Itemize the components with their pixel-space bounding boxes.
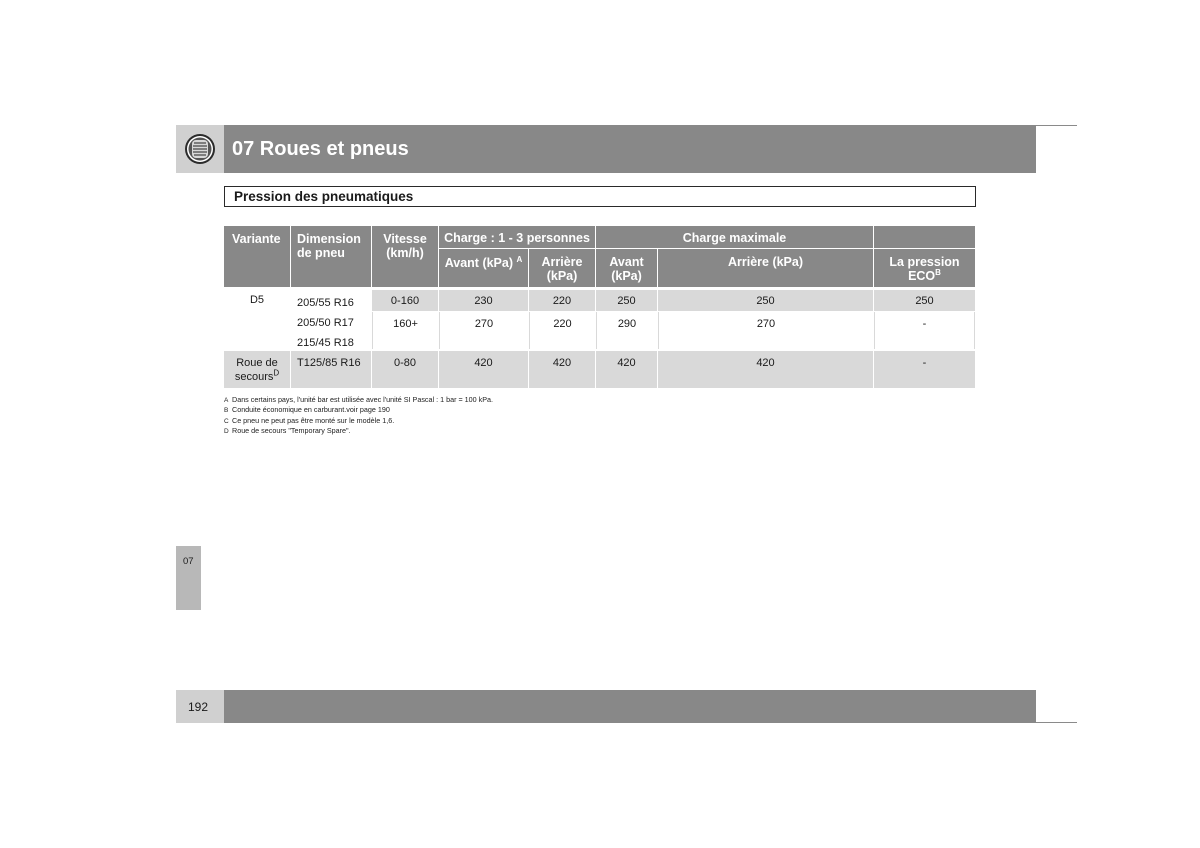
header-rule	[1036, 125, 1077, 126]
cell-avant: 420	[439, 351, 528, 388]
col-header-charge-1-3: Charge : 1 - 3 personnes	[439, 226, 595, 248]
section-title: Pression des pneumatiques	[224, 186, 976, 207]
footnote: D Roue de secours "Temporary Spare".	[224, 426, 351, 436]
page-number-box	[176, 690, 224, 723]
col-header-charge-max: Charge maximale	[596, 226, 873, 248]
cell-arriere-max: 250	[658, 290, 873, 311]
cell-eco: -	[874, 351, 975, 388]
col-header-arriere-max: Arrière (kPa)	[658, 249, 873, 287]
cell-dimension-spare: T125/85 R16	[291, 351, 371, 388]
cell-eco: -	[874, 312, 975, 349]
cell-vitesse: 0-160	[372, 290, 438, 311]
cell-arriere-max: 270	[658, 312, 873, 349]
col-header-dimension: Dimension de pneu	[291, 226, 371, 287]
cell-variante-d5: D5	[224, 293, 290, 349]
footnote: A Dans certains pays, l'unité bar est utilisée avec l'unité SI Pascal : 1 bar = 100 kPa.	[224, 395, 494, 404]
col-header-arriere: Arrière (kPa)	[529, 249, 595, 287]
dimension-item: 205/50 R17	[297, 317, 354, 329]
col-header-avant-max: Avant (kPa)	[596, 249, 657, 287]
footnote: C Ce pneu ne peut pas être monté sur le modèle 1,6.	[224, 415, 395, 425]
cell-arriere-max: 420	[658, 351, 873, 388]
cell-avant-max: 420	[596, 351, 657, 388]
footer-rule	[1036, 722, 1077, 723]
page-number: 192	[188, 700, 209, 714]
cell-arriere: 220	[529, 312, 595, 349]
col-header-avant: Avant (kPa) $^A$	[439, 249, 528, 287]
cell-avant: 230	[439, 290, 528, 311]
cell-eco: 250	[874, 290, 975, 311]
col-header-eco: La pression $ECO^B$	[874, 249, 975, 287]
footer-band	[224, 690, 1036, 723]
cell-avant: 270	[439, 312, 528, 349]
footnotes	[224, 395, 493, 437]
chapter-icon-box	[176, 125, 224, 173]
cell-arriere: 420	[529, 351, 595, 388]
chapter-header	[224, 125, 1036, 173]
chapter-number: 07	[183, 556, 194, 567]
footnote: B Conduite économique en carburant.voir page 190	[224, 405, 390, 415]
dimension-item: 205/55 R16	[297, 297, 354, 309]
dimension-item: 215/45 R18	[297, 337, 354, 349]
col-header-vitesse: Vitesse (km/h)	[372, 226, 438, 287]
chapter-title: 07 Roues et pneus	[232, 138, 409, 160]
cell-vitesse: 160+	[372, 312, 438, 349]
col-header-blank	[874, 226, 975, 248]
cell-variante-spare: Roue de secours$^D$	[224, 351, 290, 388]
cell-avant-max: 250	[596, 290, 657, 311]
cell-vitesse: 0-80	[372, 351, 438, 388]
cell-avant-max: 290	[596, 312, 657, 349]
cell-arriere: 220	[529, 290, 595, 311]
tyre-icon	[184, 133, 216, 165]
chapter-side-tab	[176, 546, 201, 610]
col-header-variante: Variante	[224, 226, 290, 287]
cell-dimensions-d5	[291, 293, 371, 349]
